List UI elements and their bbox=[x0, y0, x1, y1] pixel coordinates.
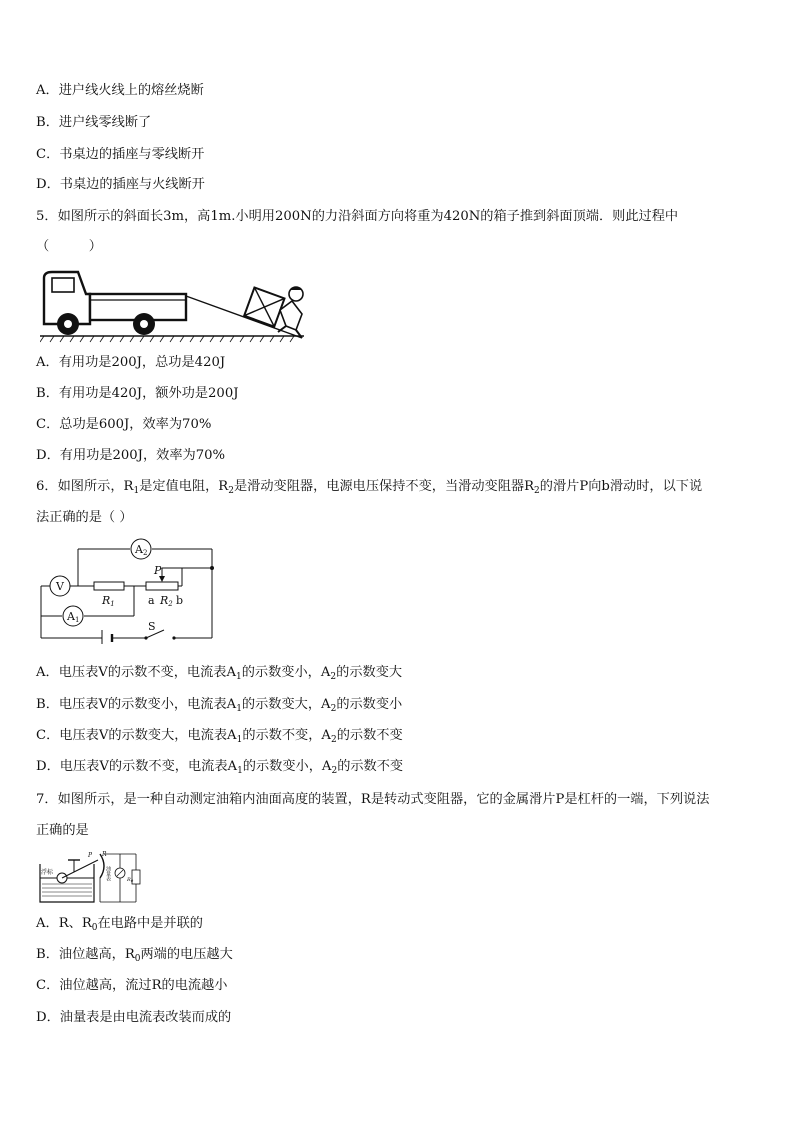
q4-option-d: D．书桌边的插座与火线断开 bbox=[36, 177, 205, 192]
q7-option-a: A．R、$R_0$在电路中是并联的 bbox=[36, 916, 203, 933]
q6-option-d: D．电压表V的示数不变，电流表$A_1$的示数变小，$A_2$的示数不变 bbox=[36, 759, 404, 776]
switch-s-label: S bbox=[148, 620, 156, 633]
slider-p-label: P bbox=[88, 852, 93, 859]
q5-stem: 5．如图所示的斜面长3m，高1m.小明用200N的力沿斜面方向将重为420N的箱子推到斜面顶端．则此过程中 bbox=[36, 209, 679, 224]
r2-label: R2 bbox=[160, 594, 173, 608]
q6-option-c: C．电压表V的示数变大，电流表$A_1$的示数不变，$A_2$的示数不变 bbox=[36, 728, 403, 745]
q7-option-b: B．油位越高，$R_0$两端的电压越大 bbox=[36, 947, 233, 964]
q5-stem-cont: （ ） bbox=[36, 239, 102, 254]
q6-circuit-diagram bbox=[38, 538, 218, 644]
q7-stem: 7．如图所示，是一种自动测定油箱内油面高度的装置，R是转动式变阻器，它的金属滑片P是杠杆的一端，下列说法 bbox=[36, 792, 710, 807]
float-label: 浮标 bbox=[41, 869, 54, 876]
q4-option-a: A．进户线火线上的熔丝烧断 bbox=[36, 83, 204, 98]
q5-option-a: A．有用功是200J，总功是420J bbox=[36, 355, 226, 370]
q6-option-b: B．电压表V的示数变小，电流表$A_1$的示数变大，$A_2$的示数变小 bbox=[36, 697, 403, 714]
q5-option-d: D．有用功是200J，效率为70% bbox=[36, 448, 226, 463]
ammeter-a1-label: A1 bbox=[67, 610, 80, 624]
oil-gauge-label: 油量表 bbox=[105, 866, 111, 881]
r2-end-b-label: b bbox=[176, 594, 184, 607]
truck-incline-figure bbox=[40, 266, 304, 348]
r2-end-a-label: a bbox=[148, 594, 155, 607]
q7-option-d: D．油量表是由电流表改装而成的 bbox=[36, 1010, 232, 1025]
q6-option-a: A．电压表V的示数不变，电流表$A_1$的示数变小，$A_2$的示数变大 bbox=[36, 665, 403, 682]
q4-option-b: B．进户线零线断了 bbox=[36, 115, 152, 130]
r1-label: R1 bbox=[102, 594, 115, 608]
resistor-r-label: R bbox=[102, 851, 107, 858]
q6-stem-cont: 法正确的是（ ） bbox=[36, 510, 133, 525]
q4-option-c: C．书桌边的插座与零线断开 bbox=[36, 147, 205, 162]
voltmeter-label: V bbox=[56, 580, 64, 593]
q7-stem-cont: 正确的是 bbox=[36, 823, 89, 838]
ammeter-a2-label: A2 bbox=[135, 543, 148, 557]
slider-p-label: P bbox=[154, 564, 162, 577]
q7-option-c: C．油位越高，流过R的电流越小 bbox=[36, 978, 228, 993]
q5-option-c: C．总功是600J，效率为70% bbox=[36, 417, 212, 432]
q7-oil-gauge-figure bbox=[38, 848, 142, 906]
q5-option-b: B．有用功是420J，额外功是200J bbox=[36, 386, 239, 401]
q6-stem: 6．如图所示，$R_1$是定值电阻，$R_2$是滑动变阻器，电源电压保持不变，当滑动变阻器$R_2$的滑片P向b滑动时，以下说 bbox=[36, 479, 703, 496]
r0-label: $R_0$ bbox=[127, 877, 134, 883]
